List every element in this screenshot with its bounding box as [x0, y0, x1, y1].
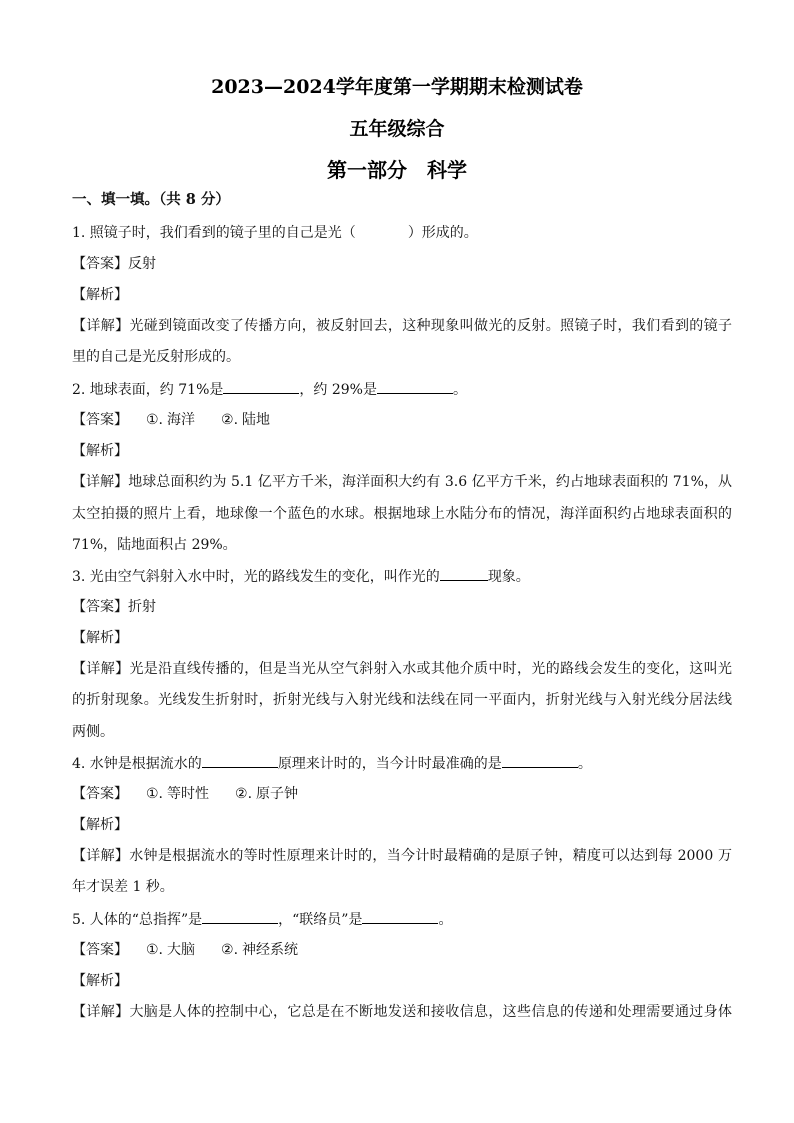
answer-label: 【答案】 [72, 412, 128, 428]
answer-number: ②. [235, 786, 253, 802]
analysis-label-4: 【解析】 [72, 817, 128, 833]
detail-label: 【详解】 [72, 661, 130, 677]
question-4-text-a: 4. 水钟是根据流水的 [72, 756, 202, 772]
section-heading: 一、填一填。（共 8 分） [72, 191, 230, 208]
detail-label: 【详解】 [72, 474, 129, 490]
analysis-label-3: 【解析】 [72, 630, 128, 646]
detail-1-line-2: 里的自己是光反射形成的。 [72, 349, 240, 365]
question-4-text-c: 。 [577, 756, 592, 772]
answer-number: ①. [146, 942, 164, 958]
answer-blank [502, 753, 578, 768]
question-3 [72, 566, 732, 587]
detail-text: 大脑是人体的控制中心，它总是在不断地发送和接收信息，这些信息的传递和处理需要通过身体 [129, 1004, 733, 1020]
detail-4-line-1 [72, 846, 732, 866]
answer-2-value-1: 海洋 [167, 412, 196, 428]
answer-blank [202, 909, 278, 924]
answer-3-value: 折射 [128, 599, 156, 615]
answer-1 [72, 254, 732, 274]
answer-label: 【答案】 [72, 256, 128, 272]
question-1 [72, 223, 732, 243]
analysis-label-2: 【解析】 [72, 443, 128, 459]
answer-4-value-2: 原子钟 [256, 786, 299, 802]
detail-4-line-2: 年才误差 1 秒。 [72, 879, 174, 895]
answer-5-value-1: 大脑 [167, 942, 196, 958]
answer-1-value: 反射 [128, 256, 156, 272]
answer-number: ②. [221, 412, 239, 428]
answer-2-value-2: 陆地 [242, 412, 271, 428]
exam-title: 2023—2024学年度第一学期期末检测试卷 [211, 76, 583, 98]
answer-label: 【答案】 [72, 599, 128, 615]
question-1-text-a: 1. 照镜子时，我们看到的镜子里的自己是光（ [72, 225, 356, 241]
answer-blank [202, 753, 278, 768]
detail-3-line-1 [72, 659, 732, 679]
detail-text: 光碰到镜面改变了传播方向，被反射回去，这种现象叫做光的反射。照镜子时，我们看到的镜子 [129, 318, 733, 334]
answer-blank [440, 566, 488, 581]
detail-3-line-3: 两侧。 [72, 724, 114, 740]
answer-blank [362, 909, 438, 924]
exam-subtitle: 五年级综合 [349, 118, 445, 140]
answer-number: ②. [221, 942, 239, 958]
question-5-text-c: 。 [438, 912, 453, 928]
answer-5 [72, 940, 732, 960]
part-title: 第一部分 科学 [327, 158, 467, 182]
answer-5-value-2: 神经系统 [242, 942, 299, 958]
answer-blank [377, 379, 453, 394]
detail-2-line-3: 71%，陆地面积占 29%。 [72, 537, 237, 553]
analysis-label-5: 【解析】 [72, 973, 128, 989]
detail-label: 【详解】 [72, 848, 130, 864]
answer-4-value-1: 等时性 [167, 786, 210, 802]
question-1-text-b: ）形成的。 [407, 225, 478, 241]
detail-text: 水钟是根据流水的等时性原理来计时的，当今计时最精确的是原子钟，精度可以达到每 2000 万 [129, 848, 733, 864]
answer-number: ①. [146, 412, 164, 428]
detail-5-line-1 [72, 1002, 732, 1022]
detail-2-line-1 [72, 472, 732, 492]
answer-blank [223, 379, 299, 394]
question-4 [72, 753, 732, 774]
detail-label: 【详解】 [72, 1004, 130, 1020]
question-3-text-b: 现象。 [487, 569, 530, 585]
answer-2 [72, 410, 732, 430]
answer-label: 【答案】 [72, 786, 128, 802]
analysis-label-1: 【解析】 [72, 287, 128, 303]
answer-number: ①. [146, 786, 164, 802]
question-3-text-a: 3. 光由空气斜射入水中时，光的路线发生的变化，叫作光的 [72, 569, 440, 585]
question-2-text-a: 2. 地球表面，约 71%是 [72, 382, 224, 398]
question-2 [72, 379, 732, 400]
detail-text: 光是沿直线传播的，但是当光从空气斜射入水或其他介质中时，光的路线会发生的变化，这叫光 [129, 661, 733, 677]
detail-label: 【详解】 [72, 318, 130, 334]
question-4-text-b: 原理来计时的，当今计时最准确的是 [277, 756, 502, 772]
detail-2-line-2: 太空拍摄的照片上看，地球像一个蓝色的水球。根据地球上水陆分布的情况，海洋面积约占地球表面积的 [72, 506, 732, 522]
detail-1-line-1 [72, 316, 732, 336]
answer-3 [72, 597, 732, 617]
detail-text: 地球总面积约为 5.1 亿平方千米，海洋面积大约有 3.6 亿平方千米，约占地球表面积的 71%，从 [128, 474, 732, 490]
answer-label: 【答案】 [72, 942, 128, 958]
detail-3-line-2: 的折射现象。光线发生折射时，折射光线与入射光线和法线在同一平面内，折射光线与入射光线分居法线 [72, 692, 732, 708]
answer-4 [72, 784, 732, 804]
question-2-text-b: ，约 29%是 [299, 382, 377, 398]
question-2-text-c: 。 [452, 382, 467, 398]
question-5 [72, 909, 732, 930]
question-5-text-a: 5. 人体的“总指挥”是 [72, 912, 203, 928]
question-5-text-b: ，“联络员”是 [278, 912, 363, 928]
